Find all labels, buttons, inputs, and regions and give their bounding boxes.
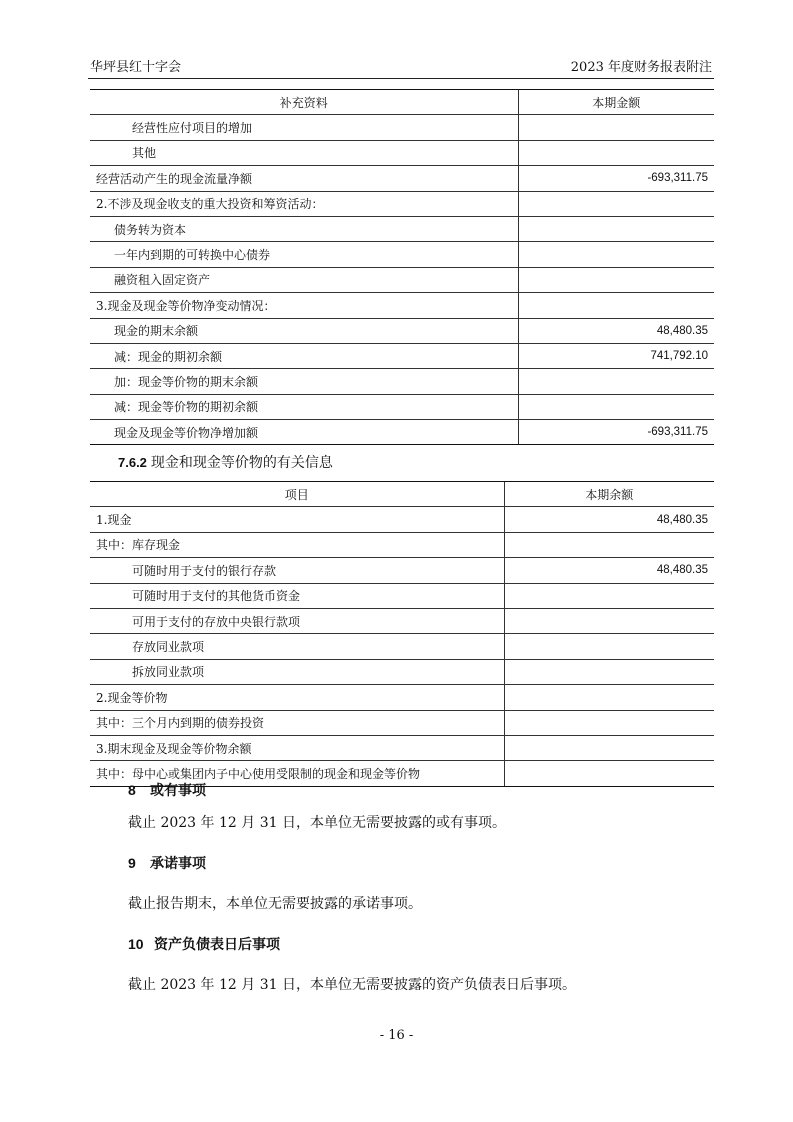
table-header-row [90,90,714,115]
page-number: - 16 - [379,1028,414,1043]
row-label: 3.期末现金及现金等价物余额 [90,735,504,760]
subsection-heading [118,452,333,472]
row-value [518,293,714,318]
table-row [90,293,714,318]
table-row [90,166,714,191]
table-row [90,659,714,684]
row-value: 48,480.35 [518,318,714,343]
row-label: 2.不涉及现金收支的重大投资和筹资活动： [90,191,518,216]
section-number: 8 [128,782,136,798]
row-label: 其中：三个月内到期的债券投资 [90,710,504,735]
row-label: 加：现金等价物的期末余额 [90,369,518,394]
row-label: 现金的期末余额 [90,318,518,343]
page-header [88,54,714,79]
section-number: 9 [128,855,136,871]
section-heading-commitments [128,853,206,873]
table-row [90,608,714,633]
table-row [90,735,714,760]
row-value [504,761,714,786]
row-label: 1.现金 [90,507,504,532]
table-row [90,267,714,292]
row-label: 可随时用于支付的银行存款 [90,558,504,583]
row-label: 其他 [90,140,518,165]
supplementary-info-table [90,89,714,445]
table-row [90,507,714,532]
row-value [504,608,714,633]
table-row [90,140,714,165]
row-value [518,140,714,165]
row-value [518,369,714,394]
subsection-number: 7.6.2 [118,455,147,470]
row-label: 存放同业款项 [90,634,504,659]
row-value: 48,480.35 [504,507,714,532]
row-label: 其中：母中心或集团内子中心使用受限制的现金和现金等价物 [90,761,504,786]
section-number: 10 [128,936,144,952]
row-value [518,394,714,419]
table-row [90,115,714,140]
row-value [518,267,714,292]
column-header-current-balance: 本期余额 [504,482,714,507]
row-label: 融资租入固定资产 [90,267,518,292]
row-label: 经营性应付项目的增加 [90,115,518,140]
row-label: 可随时用于支付的其他货币资金 [90,583,504,608]
table-row [90,369,714,394]
row-value [518,216,714,241]
row-label: 债务转为资本 [90,216,518,241]
section-heading-subsequent-events [128,934,280,954]
row-value [518,115,714,140]
row-value [504,735,714,760]
cash-equivalents-table [90,481,714,787]
row-label: 2.现金等价物 [90,685,504,710]
table-row [90,532,714,557]
row-value [504,710,714,735]
table-row [90,685,714,710]
column-header-item: 项目 [90,482,504,507]
subsection-title: 现金和现金等价物的有关信息 [150,455,333,471]
row-label: 一年内到期的可转换中心债券 [90,242,518,267]
table-row [90,634,714,659]
table-row [90,343,714,368]
row-value: -693,311.75 [518,166,714,191]
row-label: 经营活动产生的现金流量净额 [90,166,518,191]
row-label: 可用于支付的存放中央银行款项 [90,608,504,633]
org-name: 华坪县红十字会 [90,60,182,75]
row-value [504,634,714,659]
table-header-row [90,482,714,507]
column-header-current-amount: 本期金额 [518,90,714,115]
row-label: 减：现金的期初余额 [90,343,518,368]
table-row [90,710,714,735]
section-title: 承诺事项 [150,856,206,872]
table-row [90,420,714,445]
table-row [90,583,714,608]
row-value: 741,792.10 [518,343,714,368]
row-value [518,242,714,267]
row-value [504,685,714,710]
row-value [504,659,714,684]
section-title: 或有事项 [150,783,206,799]
row-value [518,191,714,216]
section-text-subsequent-events: 截止 2023 年 12 月 31 日，本单位无需要披露的资产负债表日后事项。 [128,977,576,993]
section-heading-contingencies [128,780,206,800]
section-text-contingencies: 截止 2023 年 12 月 31 日，本单位无需要披露的或有事项。 [128,815,506,831]
table-row [90,558,714,583]
row-label: 其中：库存现金 [90,532,504,557]
document-title: 2023 年度财务报表附注 [570,60,712,75]
table-row [90,394,714,419]
row-value: 48,480.35 [504,558,714,583]
row-label: 现金及现金等价物净增加额 [90,420,518,445]
row-label: 3.现金及现金等价物净变动情况： [90,293,518,318]
row-value [504,532,714,557]
table-row [90,191,714,216]
row-value: -693,311.75 [518,420,714,445]
table-row [90,216,714,241]
row-value [504,583,714,608]
table-row [90,318,714,343]
section-text-commitments: 截止报告期末，本单位无需要披露的承诺事项。 [128,896,422,912]
column-header-supplementary-info: 补充资料 [90,90,518,115]
row-label: 拆放同业款项 [90,659,504,684]
table-row [90,242,714,267]
row-label: 减：现金等价物的期初余额 [90,394,518,419]
section-title: 资产负债表日后事项 [154,937,280,953]
